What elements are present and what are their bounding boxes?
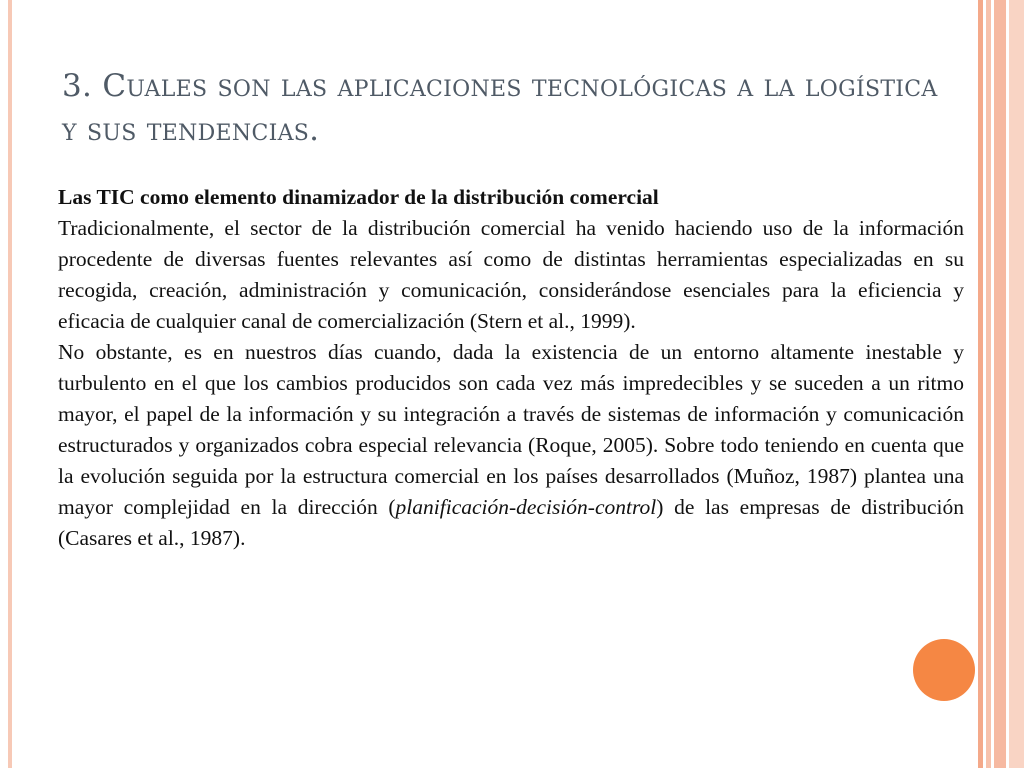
right-decor-stripe xyxy=(994,0,1006,768)
right-decor-stripe xyxy=(1009,0,1024,768)
slide-title: 3. Cuales son las aplicaciones tecnológicas a la logística y sus tendencias. xyxy=(62,68,938,148)
right-decor-stripe xyxy=(978,0,983,768)
paragraph-2 xyxy=(58,337,964,554)
decorative-circle xyxy=(913,639,975,701)
left-frame-line xyxy=(8,0,12,768)
paragraph-2-italic-term: planificación-decisión-control xyxy=(395,495,657,519)
section-heading: Las TIC como elemento dinamizador de la distribución comercial xyxy=(58,185,659,209)
right-decor-stripe xyxy=(986,0,991,768)
slide-body xyxy=(58,182,964,554)
paragraph-1: Tradicionalmente, el sector de la distribución comercial ha venido haciendo uso de la información procedente de diversas fuentes relevantes así como de distintas herramientas especializadas en su recogida, creación, administración y comunicación, considerándose esenciales para la eficiencia y eficacia de cualquier canal de comercialización (Stern et al., 1999). xyxy=(58,216,964,333)
paragraph-2-text-end: ) de las empresas de distribución (Casares et al., 1987). xyxy=(58,495,965,550)
paragraph-2-text-start: No obstante, es en nuestros días cuando, dada la existencia de un entorno altamente inestable y turbulento en el que los cambios producidos son cada vez más impredecibles y se suceden a un ritmo mayor, el papel de la información y su integración a través de sistemas de información y comunicación estructurados y organizados cobra especial relevancia (Roque, 2005). Sobre todo teniendo en cuenta que la evolución seguida por la estructura comercial en los países desarrollados (Muñoz, 1987) plantea una mayor complejidad en la dirección ( xyxy=(58,340,964,519)
